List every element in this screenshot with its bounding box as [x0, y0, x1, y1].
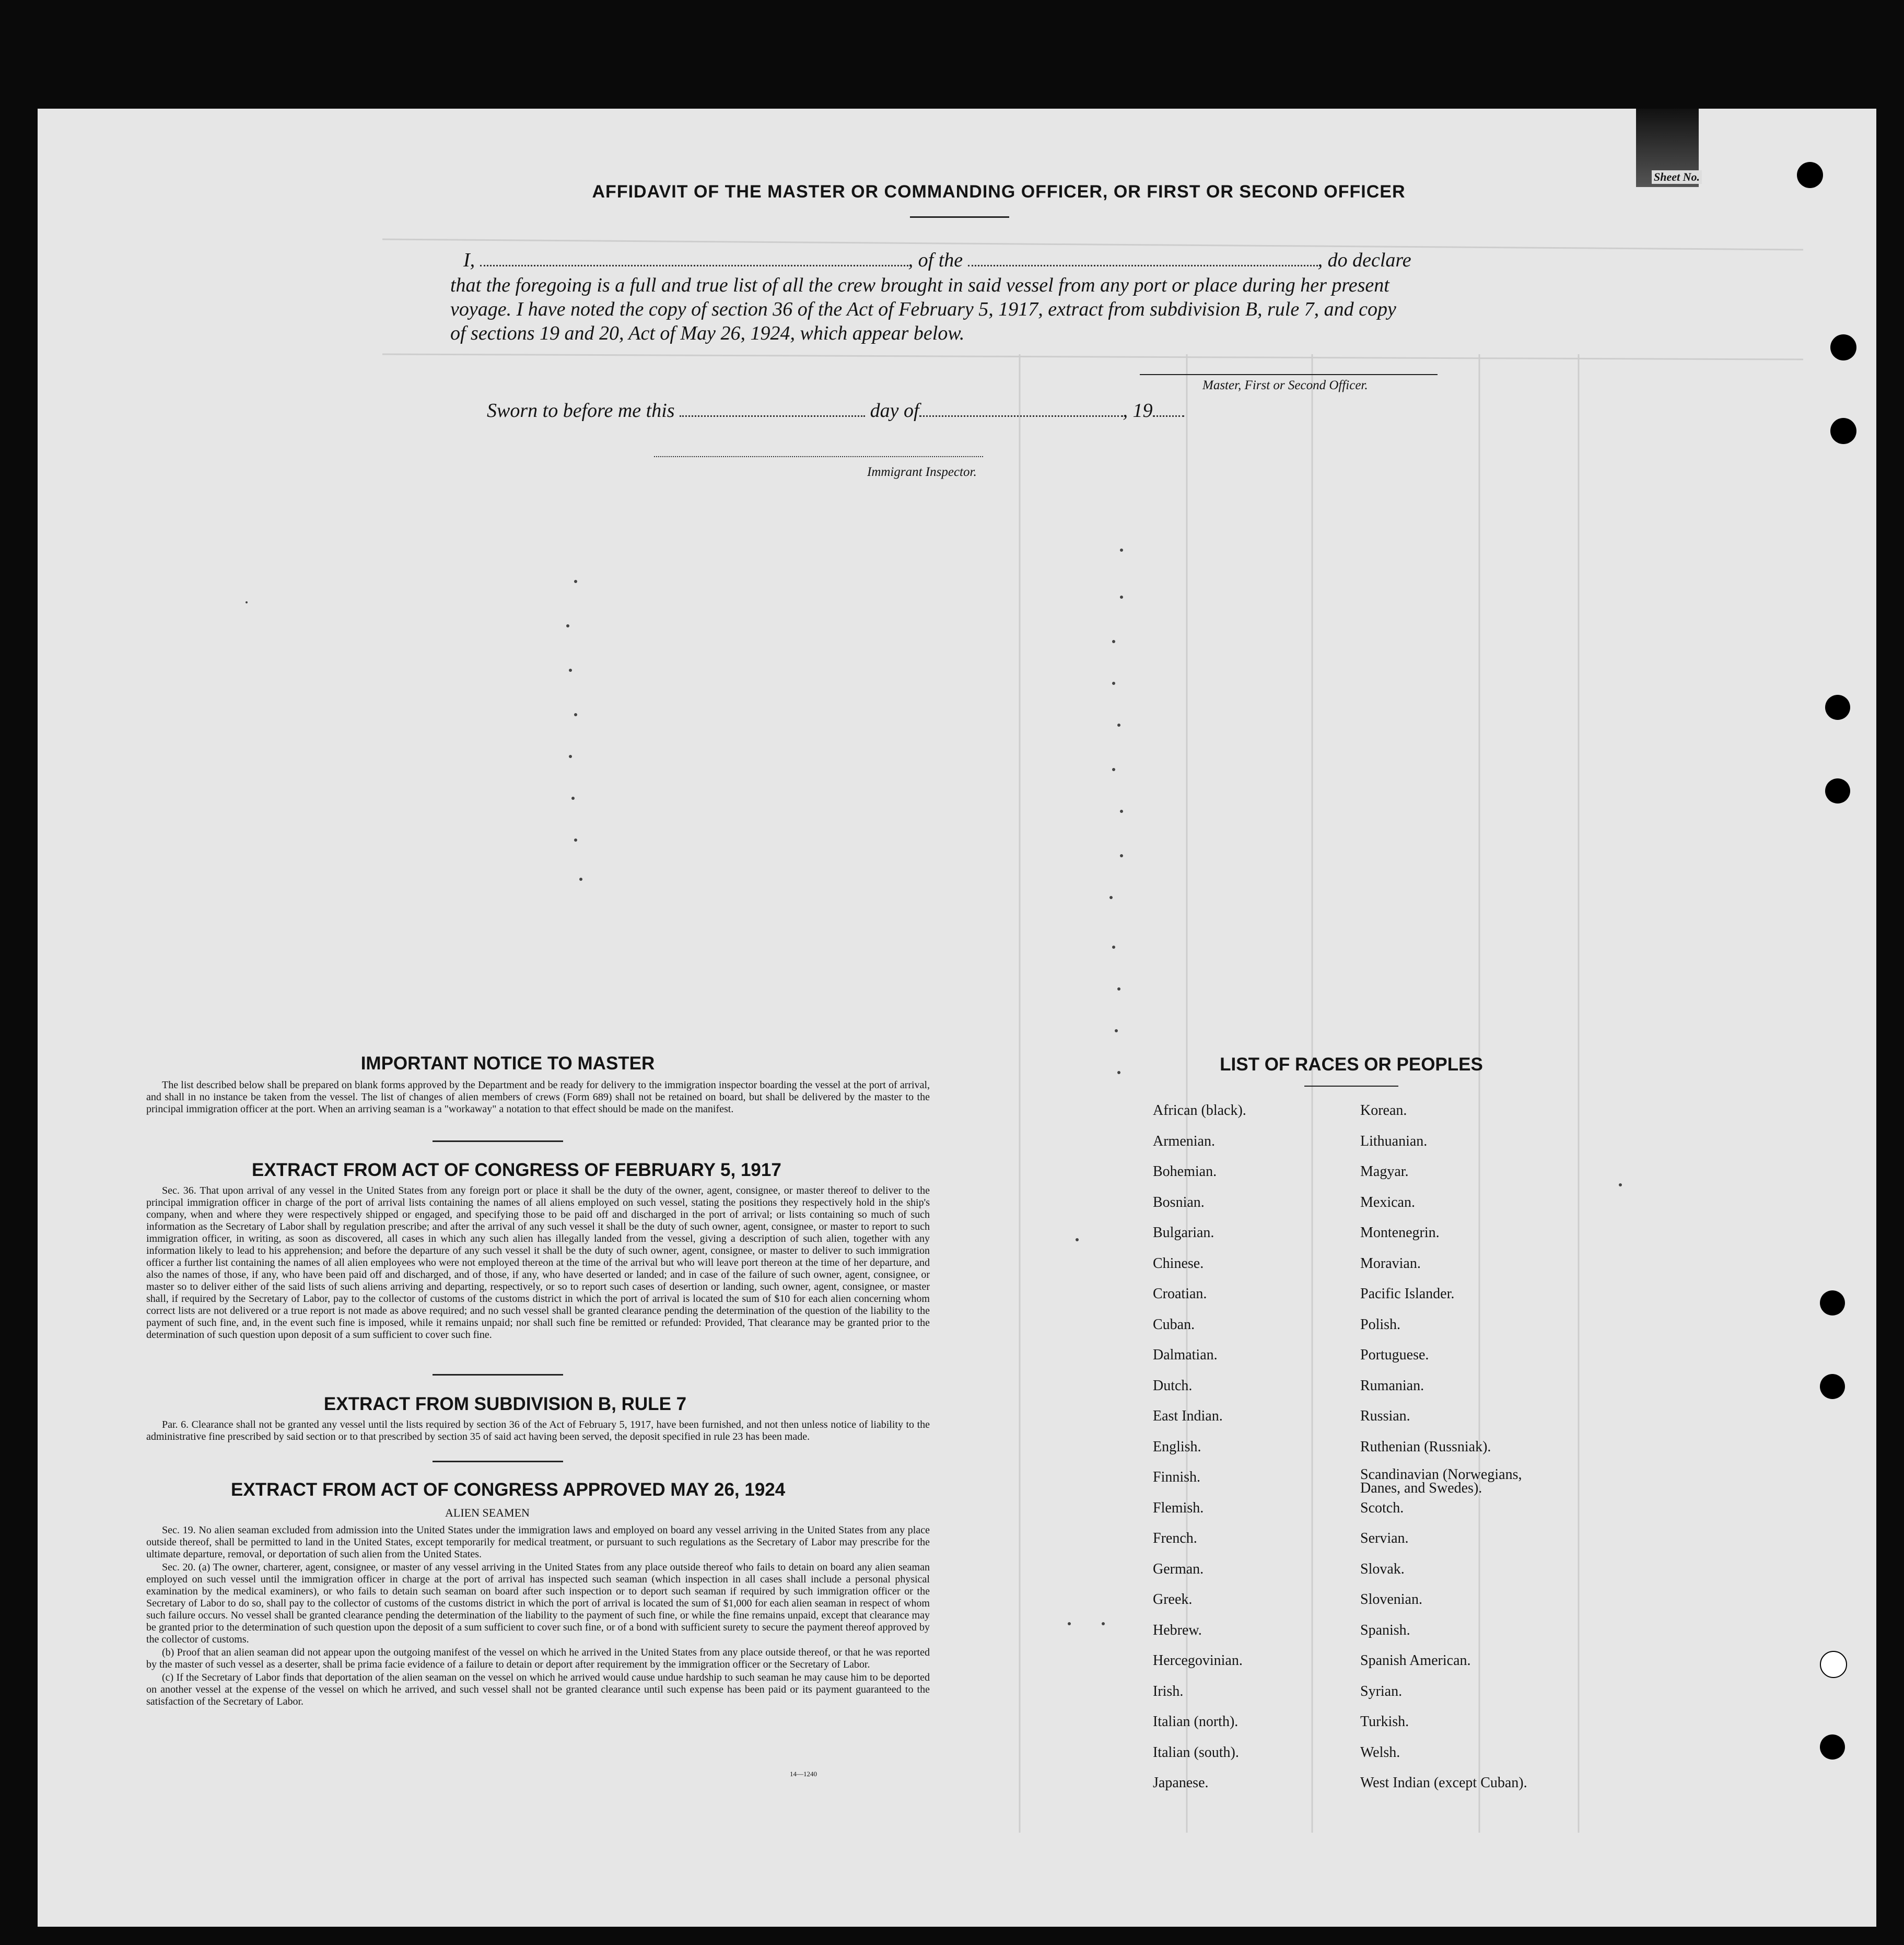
notice-rule — [433, 1140, 563, 1142]
punch-hole — [1825, 778, 1850, 803]
subdivision-b-text — [146, 1419, 930, 1444]
race-item: Slovenian. — [1360, 1591, 1422, 1608]
race-item: Ruthenian (Russniak). — [1360, 1438, 1491, 1455]
race-item: Turkish. — [1360, 1714, 1409, 1730]
section-20a-paragraph: Sec. 20. (a) The owner, charterer, agent, consignee, or master of any vessel arriving in the United States from any place outside thereof who fails to detain on board any alien seaman employed on such vessel until the immigration officer in charge at the port of arrival has inspected such seaman (which inspection in all cases shall include a personal physical examination by the medical examiners), or who fails to detain such seaman on board after such inspection or to deport such seaman if required by such immigration officer or the Secretary of Labor to do so, shall pay to the collector of customs of the customs district in which the port of arrival is located the sum of $1,000 for each alien seaman in respect of whom such failure occurs. No vessel shall be granted clearance pending the determination of the liability to the payment of such fine, or while the fine remains unpaid, except that clearance may be granted prior to the determination of such question upon the deposit of a sum sufficient to cover such fine, or of a bond with sufficient surety to secure the payment thereof approved by the collector of customs. — [146, 1562, 930, 1645]
race-item: Slovak. — [1360, 1560, 1405, 1577]
race-item: Italian (north). — [1153, 1714, 1239, 1730]
race-item: Servian. — [1360, 1530, 1409, 1546]
race-item: Bosnian. — [1153, 1194, 1205, 1210]
races-rule — [1304, 1086, 1398, 1087]
form-number: 14—1240 — [790, 1770, 817, 1778]
race-item: Finnish. — [1153, 1469, 1201, 1485]
race-item: Magyar. — [1360, 1163, 1409, 1180]
race-item: Dutch. — [1153, 1377, 1193, 1394]
race-item: Italian (south). — [1153, 1744, 1239, 1761]
race-item: Pacific Islander. — [1360, 1286, 1455, 1302]
section-36-paragraph: Sec. 36. That upon arrival of any vessel in the United States from any foreign port or place it shall be the duty of the owner, agent, consignee, or master thereof to deliver to the principal immigration officer in charge of the port of arrival lists containing the names of all aliens employed on such vessel, stating the positions they respectively hold in the ship's company, when and where they were respectively shipped or engaged, and specifying those to be paid off and discharged in the port of arrival; or lists containing so much of such information as the Secretary of Labor shall by regulation prescribe; and after the arrival of any such vessel it shall be the duty of such owner, agent, consignee, or master to report to such immigration officer, in writing, as soon as discovered, all cases in which any such alien has illegally landed from the vessel, giving a description of such alien, together with any information likely to lead to his apprehension; and before the departure of any such vessel it shall be the duty of such owner, agent, consignee, or master to deliver to such immigration officer a further list containing the names of all alien employees who were not employed thereon at the time of the arrival but who will leave port thereon at the time of her departure, and also the names of those, if any, who have been paid off and discharged, and of those, if any, who have deserted or landed; and in case of the failure of such owner, agent, consignee, or master so to deliver either of the said lists of such aliens arriving and departing, respectively, or so to report such cases of desertion or landing, such owner, agent, consignee, or master shall, if required by the Secretary of Labor, pay to the collector of customs of the customs district in which the port of arrival is located the sum of $10 for each alien concerning whom correct lists are not delivered or a true report is not made as above required; and no such vessel shall be granted clearance pending the determination of the question of the liability to the payment of such fine, and, in the event such fine is imposed, while it remains unpaid; nor shall such fine be remitted or refunded: Provided, That clearance may be granted prior to the determination of such question upon deposit of a sum sufficient to cover such fine. — [146, 1185, 930, 1341]
race-item: East Indian. — [1153, 1408, 1223, 1424]
race-item: Chinese. — [1153, 1255, 1204, 1272]
affidavit-line-4: of sections 19 and 20, Act of May 26, 1924, which appear below. — [450, 322, 965, 344]
declare-text: , do declare — [1317, 249, 1411, 271]
race-item: Spanish American. — [1360, 1652, 1471, 1669]
inspector-label: Immigrant Inspector. — [867, 465, 977, 479]
race-item: Scandinavian (Norwegians, Danes, and Swedes). — [1360, 1466, 1522, 1496]
race-item: Japanese. — [1153, 1775, 1209, 1791]
race-item: Montenegrin. — [1360, 1225, 1440, 1241]
race-item: Korean. — [1360, 1102, 1407, 1119]
race-item: Portuguese. — [1360, 1347, 1429, 1363]
extract-1924-title: EXTRACT FROM ACT OF CONGRESS APPROVED MAY 26, 1924 — [231, 1480, 786, 1500]
race-item: Polish. — [1360, 1316, 1401, 1333]
notice-paragraph: The list described below shall be prepared on blank forms approved by the Department and be ready for delivery to the immigration inspector boarding the vessel at the port of arrival, and shall in no instance be taken from the vessel. The list of changes of alien members of crews (Form 689) shall not be retained on board, but shall be delivered by the master to the principal immigration officer at the port. When an arriving seaman is a "workaway" a notation to that effect should be made on the manifest. — [146, 1079, 930, 1115]
punch-hole — [1797, 162, 1823, 188]
day-of-text: day of — [870, 400, 919, 422]
notice-text — [146, 1079, 930, 1116]
sworn-prefix: Sworn to before me this — [487, 400, 675, 422]
sheet-number-label: Sheet No. — [1652, 170, 1702, 184]
race-item: Syrian. — [1360, 1683, 1403, 1699]
race-item: Mexican. — [1360, 1194, 1415, 1210]
races-title: LIST OF RACES OR PEOPLES — [1220, 1054, 1483, 1075]
year-prefix: , 19 — [1123, 400, 1153, 422]
punch-hole — [1825, 695, 1850, 720]
punch-hole — [1820, 1734, 1845, 1760]
notice-title: IMPORTANT NOTICE TO MASTER — [360, 1053, 655, 1074]
race-item: African (black). — [1153, 1102, 1246, 1119]
race-item: Armenian. — [1153, 1133, 1215, 1149]
subdivision-b-rule — [433, 1461, 563, 1462]
master-label: Master, First or Second Officer. — [1202, 378, 1368, 392]
race-item: Croatian. — [1153, 1286, 1207, 1302]
race-item: Rumanian. — [1360, 1377, 1424, 1394]
punch-hole — [1830, 418, 1856, 444]
document-page — [38, 109, 1876, 1927]
alien-seamen-subtitle: ALIEN SEAMEN — [445, 1506, 530, 1519]
race-item: Cuban. — [1153, 1316, 1195, 1333]
punch-hole — [1820, 1290, 1845, 1315]
extract-1924-text — [146, 1524, 930, 1709]
race-item: Moravian. — [1360, 1255, 1421, 1272]
race-item: German. — [1153, 1560, 1204, 1577]
affidavit-line-2: that the foregoing is a full and true list of all the crew brought in said vessel from any port or place during her present — [450, 274, 1389, 296]
punch-hole — [1820, 1651, 1847, 1678]
subdivision-b-title: EXTRACT FROM SUBDIVISION B, RULE 7 — [323, 1394, 687, 1414]
race-item: Spanish. — [1360, 1622, 1410, 1638]
vessel-prefix: , of the — [908, 249, 963, 271]
race-item: Greek. — [1153, 1591, 1193, 1608]
race-item: Welsh. — [1360, 1744, 1400, 1761]
section-20c-paragraph: (c) If the Secretary of Labor finds that deportation of the alien seaman on the vessel on which he arrived would cause undue hardship to such seaman he may cause him to be deported on another vessel at the expense of the vessel on which he arrived, and such vessel shall not be granted clearance until such expense has been paid or its payment guaranteed to the satisfaction of the Secretary of Labor. — [146, 1672, 930, 1707]
race-item: Bohemian. — [1153, 1163, 1217, 1180]
paragraph-6: Par. 6. Clearance shall not be granted any vessel until the lists required by section 36 of the Act of February 5, 1917, have been furnished, and not then unless notice of liability to the administrative fine prescribed by said section or to that prescribed by section 35 of said act having been served, the deposit specified in rule 23 has been made. — [146, 1419, 930, 1442]
race-item: Hercegovinian. — [1153, 1652, 1243, 1669]
punch-hole — [1830, 334, 1856, 360]
race-item: Irish. — [1153, 1683, 1184, 1699]
race-item: Dalmatian. — [1153, 1347, 1218, 1363]
punch-hole — [1820, 1374, 1845, 1399]
extract-1917-text — [146, 1185, 930, 1342]
affidavit-title: AFFIDAVIT OF THE MASTER OR COMMANDING OFFICER, OR FIRST OR SECOND OFFICER — [592, 182, 1406, 202]
race-item: Flemish. — [1153, 1499, 1204, 1516]
section-19-paragraph: Sec. 19. No alien seaman excluded from admission into the United States under the immigration laws and employed on board any vessel arriving in the United States from any place outside thereof, shall be permitted to land in the United States, except temporarily for medical treatment, or pursuant to such regulations as the Secretary of Labor may prescribe for the ultimate departure, removal, or deportation of such alien from the United States. — [146, 1524, 930, 1560]
affidavit-line-3: voyage. I have noted the copy of section 36 of the Act of February 5, 1917, extract from subdivision B, rule 7, and copy — [450, 298, 1396, 320]
race-item: Bulgarian. — [1153, 1225, 1214, 1241]
race-item: Russian. — [1360, 1408, 1410, 1424]
extract-1917-rule — [433, 1374, 563, 1376]
race-item: English. — [1153, 1438, 1201, 1455]
section-20b-paragraph: (b) Proof that an alien seaman did not appear upon the outgoing manifest of the vessel on which he arrived in the United States from any place outside thereof, or that he was reported by the master of such vessel as a deserter, shall be prima facie evidence of a failure to detain or deport after requirement by the immigration officer or the Secretary of Labor. — [146, 1647, 930, 1670]
race-item: Scotch. — [1360, 1499, 1404, 1516]
extract-1917-title: EXTRACT FROM ACT OF CONGRESS OF FEBRUARY 5, 1917 — [252, 1160, 781, 1180]
race-item: French. — [1153, 1530, 1197, 1546]
declarant-prefix: I, — [463, 249, 475, 271]
race-item: West Indian (except Cuban). — [1360, 1775, 1527, 1791]
race-item: Lithuanian. — [1360, 1133, 1428, 1149]
race-item: Hebrew. — [1153, 1622, 1202, 1638]
